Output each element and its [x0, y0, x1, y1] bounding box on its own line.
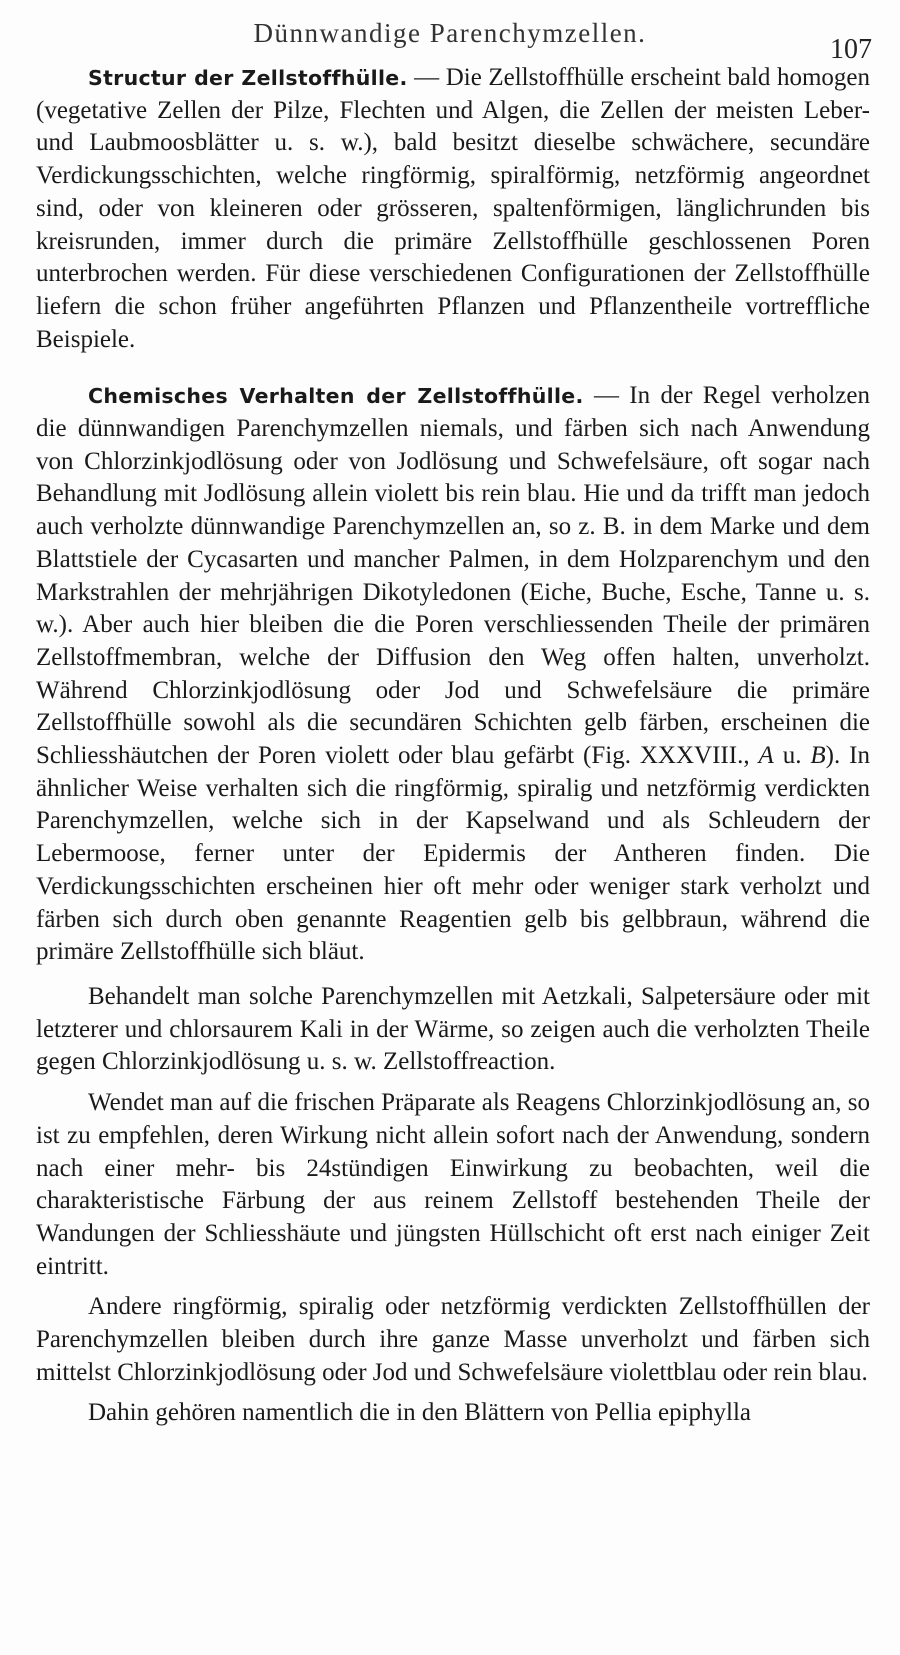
- page-number: 107: [830, 34, 872, 65]
- section-structur: [36, 62, 870, 356]
- page-body: [36, 62, 870, 1430]
- paragraph-unverholzt: Andere ringförmig, spiralig oder netzförmig verdickten Zellstoffhüllen der Parenchymzellen bleiben durch ihre ganze Masse unverholzt und färben sich mittelst Chlorzinkjodlösung oder Jod und Schwefelsäure violettblau oder rein blau.: [36, 1293, 870, 1386]
- section-heading-structur: Structur der Zellstoffhülle.: [88, 66, 408, 90]
- running-head: Dünnwandige Parenchymzellen.: [253, 18, 647, 48]
- figure-ref-and: u.: [773, 742, 811, 770]
- section-text-chemisches-a: — In der Regel verholzen die dünnwandigen Parenchymzellen niemals, und färben sich nach Anwendung von Chlorzinkjodlösung oder von Jodlösung und Schwefelsäure, oft sogar nach Behandlung mit Jodlösung allein violett bis rein blau. Hie und da trifft man jedoch auch verholzte dünnwandige Parenchymzellen an, so z. B. in dem Marke und dem Blattstiele der Cycasarten und mancher Palmen, in dem Holzparenchym und den Markstrahlen der mehrjährigen Dikotyledonen (Eiche, Buche, Esche, Tanne u. s. w.). Aber auch hier bleiben die die Poren verschliessenden Theile der primären Zellstoffmembran, welche der Diffusion den Weg offen halten, unverholzt. Während Chlorzinkjodlösung oder Jod und Schwefelsäure die primäre Zellstoffhülle sowohl als die secundären Schichten gelb färben, erscheinen die Schliesshäutchen der Poren violett oder blau gefärbt (Fig. XXXVIII.,: [36, 382, 870, 770]
- figure-ref-a: A: [758, 742, 774, 770]
- paragraph-gap: [36, 1079, 870, 1087]
- section-heading-chemisches: Chemisches Verhalten der Zellstoffhülle.: [88, 384, 584, 409]
- section-text-chemisches-b: ). In ähnlicher Weise verhalten sich die ringförmig, spiralig und netzförmig verdickten Parenchymzellen, welche sich in der Kapselwand und als Schleudern der Lebermoose, ferner unter der Epidermis der Antheren finden. Die Verdickungsschichten erscheinen hier oft mehr oder weniger stark verholzt und färben sich durch oben genannte Reagentien gelb bis gelbbraun, während die primäre Zellstoffhülle sich bläut.: [36, 742, 870, 966]
- paragraph-aetzkali: Behandelt man solche Parenchymzellen mit Aetzkali, Salpetersäure oder mit letzterer und chlorsaurem Kali in der Wärme, so zeigen auch die verholzten Theile gegen Chlorzinkjodlösung u. s. w. Zellstoffreaction.: [36, 982, 870, 1076]
- paragraph-reagens: Wendet man auf die frischen Präparate als Reagens Chlorzinkjodlösung an, so ist zu empfehlen, deren Wirkung nicht allein sofort nach der Anwendung, sondern nach einer mehr- bis 24stündigen Einwirkung zu beobachten, weil die charakteristische Färbung der aus reinem Zellstoff bestehenden Theile der Wandungen der Schliesshäute und jüngsten Hüllschicht oft erst nach einiger Zeit eintritt.: [36, 1089, 870, 1280]
- section-gap: [36, 356, 870, 380]
- paragraph-gap: [36, 1389, 870, 1397]
- paragraph-gap: [36, 1283, 870, 1291]
- section-chemisches: [36, 380, 870, 969]
- section-text-structur: — Die Zellstoffhülle erscheint bald homogen (vegetative Zellen der Pilze, Flechten und Algen, die Zellen der meisten Leber- und Laubmoosblätter u. s. w.), bald besitzt dieselbe schwächere, secundäre Verdickungsschichten, welche ringförmig, spiralförmig, netzförmig angeordnet sind, oder von kleineren oder grösseren, spaltenförmigen, länglichrunden bis kreisrunden, immer durch die primäre Zellstoffhülle geschlossenen Poren unterbrochen werden. Für diese verschiedenen Configurationen der Zellstoffhülle liefern die schon früher angeführten Pflanzen und Pflanzentheile vortreffliche Beispiele.: [36, 64, 870, 353]
- figure-ref-b: B: [810, 742, 826, 770]
- paragraph-pellia: Dahin gehören namentlich die in den Blättern von Pellia epiphylla: [88, 1399, 752, 1427]
- paragraph-gap: [36, 969, 870, 981]
